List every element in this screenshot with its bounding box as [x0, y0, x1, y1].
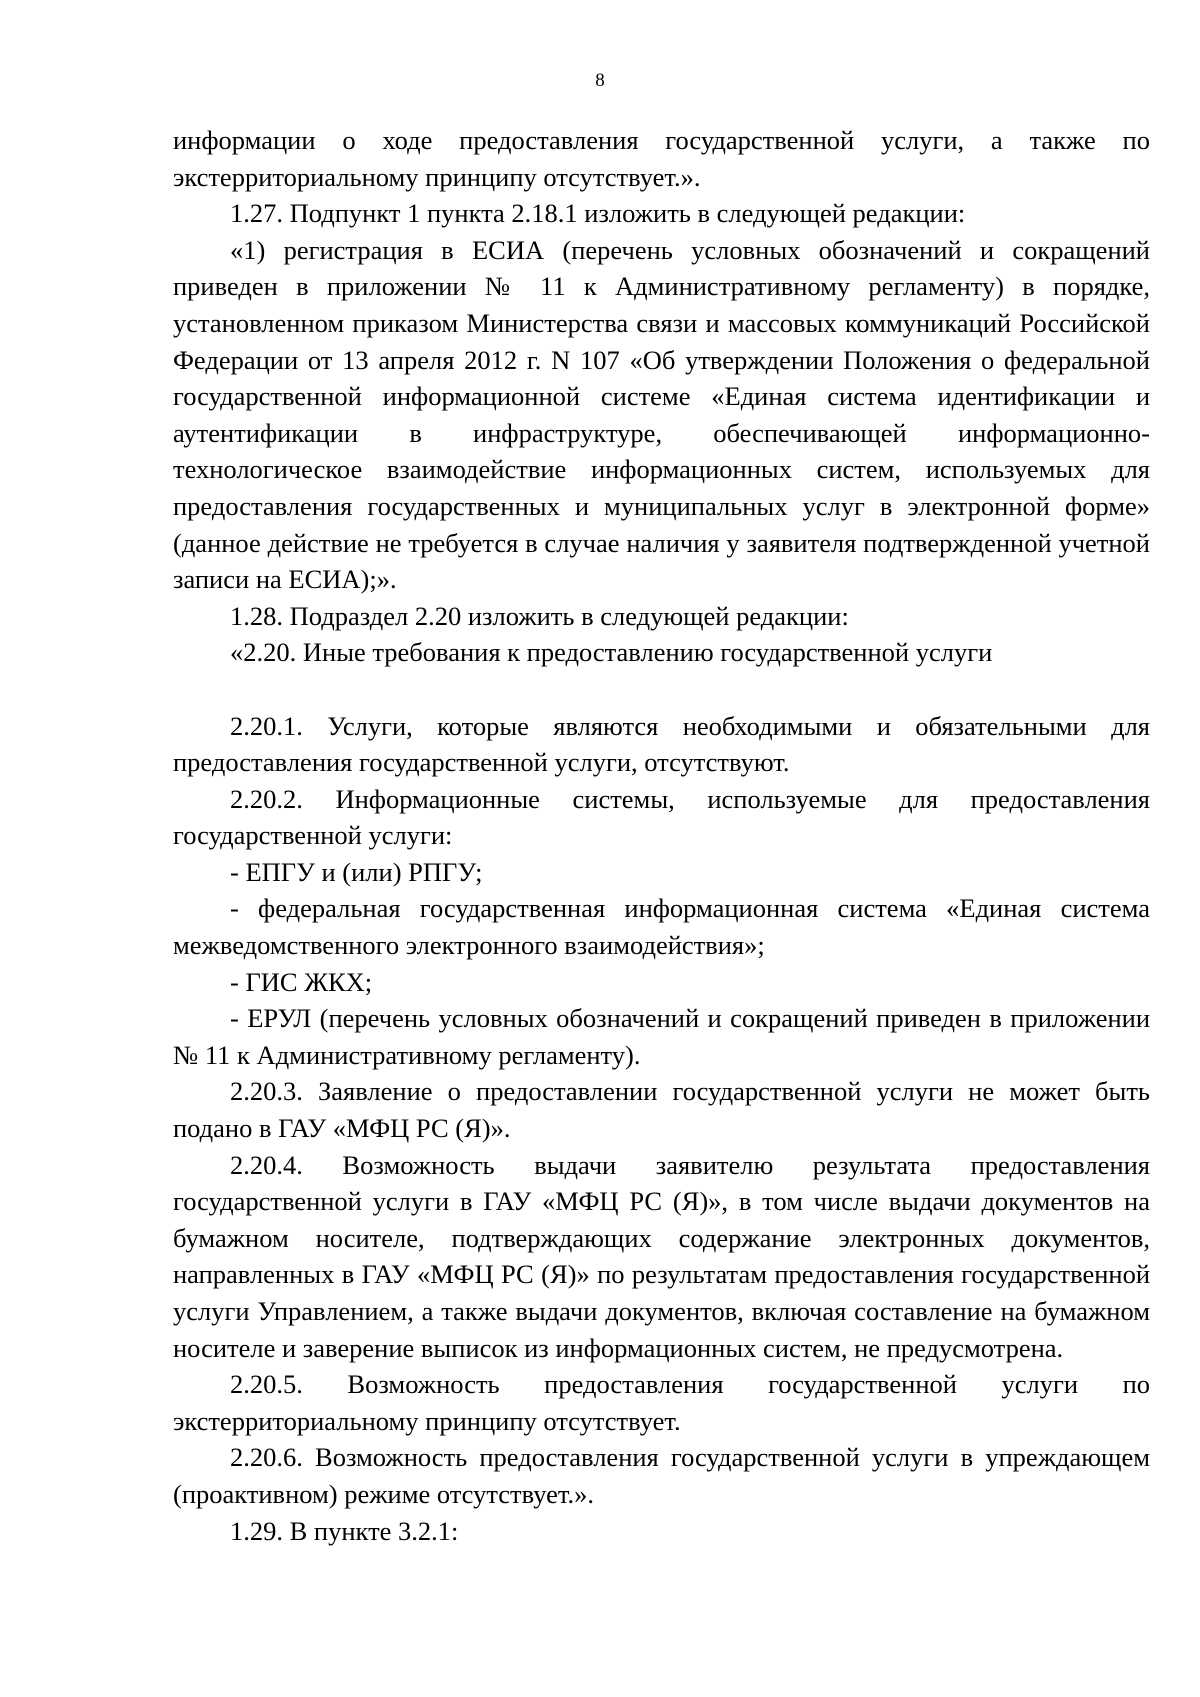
- paragraph-1-27: 1.27. Подпункт 1 пункта 2.18.1 изложить в следующей редакции:: [230, 198, 966, 229]
- paragraph-2-20-5: 2.20.5. Возможность предоставления государственной услуги по экстерриториальному принципу отсутствует.: [173, 1369, 1150, 1436]
- document-body: [173, 122, 1150, 1549]
- blank-line: [173, 671, 1150, 708]
- paragraph-2-20-1: 2.20.1. Услуги, которые являются необходимыми и обязательными для предоставления государственной услуги, отсутствуют.: [173, 710, 1150, 778]
- list-item-smev: - федеральная государственная информационная система «Единая система межведомственного электронного взаимодействия»;: [173, 893, 1150, 961]
- paragraph-2-20-4: 2.20.4. Возможность выдачи заявителю результата предоставления государственной услуги в ГАУ «МФЦ РС (Я)», в том числе выдачи документов на бумажном носителе, подтверждающих содержание электронных документов, направленных в ГАУ «МФЦ РС (Я)» по результатам предоставления государственной услуги Управлением, а также выдачи документов, включая составление на бумажном носителе и заверение выписок из информационных систем, не предусмотрена.: [173, 1149, 1150, 1363]
- paragraph-2-20-2: 2.20.2. Информационные системы, используемые для предоставления государственной услуги:: [173, 783, 1150, 851]
- list-item-gis-zhkh: - ГИС ЖКХ;: [230, 966, 373, 997]
- page-number: 8: [595, 70, 605, 91]
- paragraph-2-20-3: 2.20.3. Заявление о предоставлении государственной услуги не может быть подано в ГАУ «МФЦ РС (Я)».: [173, 1076, 1150, 1144]
- paragraph-1-29: 1.29. В пункте 3.2.1:: [230, 1515, 459, 1546]
- list-item-erul: - ЕРУЛ (перечень условных обозначений и сокращений приведен в приложении № 11 к Административному регламенту).: [173, 1003, 1150, 1070]
- paragraph-continuation: информации о ходе предоставления государственной услуги, а также по экстерриториальному принципу отсутствует.».: [173, 125, 1150, 192]
- list-item-epgu: - ЕПГУ и (или) РПГУ;: [230, 856, 483, 887]
- paragraph-2-20-6: 2.20.6. Возможность предоставления государственной услуги в упреждающем (проактивном) режиме отсутствует.».: [173, 1442, 1150, 1509]
- paragraph-1-28: 1.28. Подраздел 2.20 изложить в следующей редакции:: [230, 600, 849, 631]
- paragraph-esia-registration: «1) регистрация в ЕСИА (перечень условных обозначений и сокращений приведен в приложении № 11 к Административному регламенту) в порядке, установленном приказом Министерства связи и массовых коммуникаций Российской Федерации от 13 апреля 2012 г. N 107 «Об утверждении Положения о федеральной государственной информационной системе «Единая система идентификации и аутентификации в инфраструктуре, обеспечивающей информационно-технологическое взаимодействие информационных систем, используемых для предоставления государственных и муниципальных услуг в электронной форме» (данное действие не требуется в случае наличия у заявителя подтвержденной учетной записи на ЕСИА);».: [173, 234, 1150, 595]
- section-heading-2-20: «2.20. Иные требования к предоставлению государственной услуги: [230, 637, 993, 668]
